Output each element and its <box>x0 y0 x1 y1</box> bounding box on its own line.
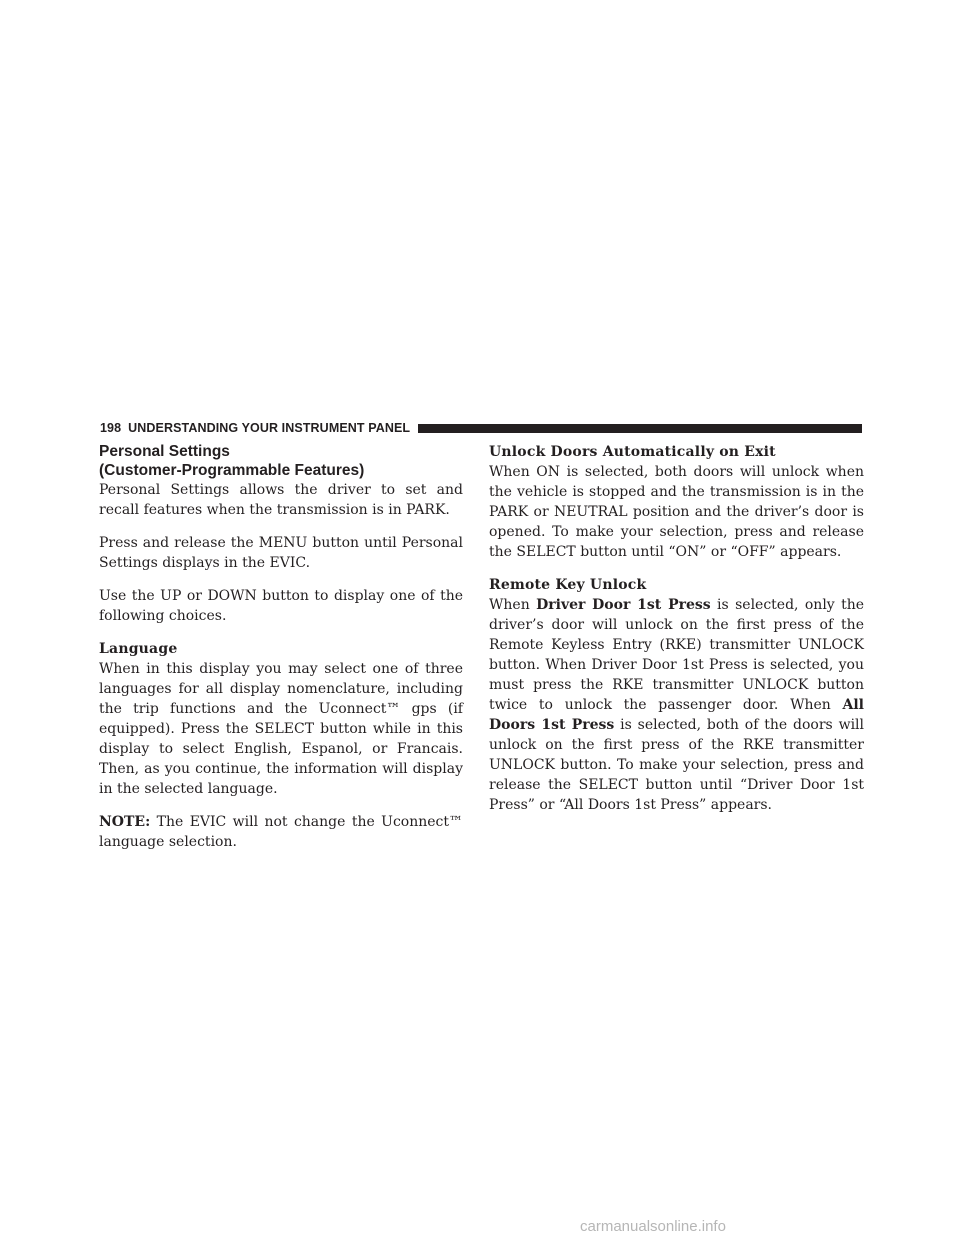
section-heading-line1: Personal Settings <box>99 443 230 460</box>
watermark: carmanualsonline.info <box>580 1218 726 1235</box>
rke-heading: Remote Key Unlock <box>489 577 647 593</box>
rke-driver-door-term: Driver Door 1st Press <box>536 597 711 613</box>
header-rule <box>418 424 862 433</box>
section-heading <box>99 442 463 480</box>
rke-when: When <box>489 597 530 613</box>
unlock-heading: Unlock Doors Automatically on Exit <box>489 444 776 460</box>
right-column <box>489 442 864 828</box>
language-heading: Language <box>99 641 178 657</box>
section-heading-line2: (Customer-Programmable Features) <box>99 462 365 479</box>
menu-paragraph: Press and release the MENU button until Personal Settings displays in the EVIC. <box>99 535 463 571</box>
rke-all-doors-term: All Doors 1st Press <box>489 697 864 733</box>
page-number: 198 <box>100 421 122 435</box>
unlock-paragraph: When ON is selected, both doors will unlock when the vehicle is stopped and the transmission is in the PARK or NEUTRAL position and the driver’s door is opened. To make your selection, press and release the SELECT button until “ON” or “OFF” appears. <box>489 464 864 560</box>
language-paragraph: When in this display you may select one of three languages for all display nomenclature, including the trip functions and the Uconnect™ gps (if equipped). Press the SELECT button while in this display to select English, Espanol, or Francais. Then, as you continue, the information will display in the selected language. <box>99 661 463 797</box>
left-column <box>99 442 463 865</box>
intro-paragraph: Personal Settings allows the driver to set and recall features when the transmission is in PARK. <box>99 482 463 518</box>
note-paragraph <box>99 812 463 852</box>
choices-paragraph: Use the UP or DOWN button to display one of the following choices. <box>99 588 463 624</box>
page-header <box>100 418 862 438</box>
rke-text-1: is selected, only the driver’s door will unlock on the first press of the Remote Keyless Entry (RKE) transmitter UNLOCK button. When Driver Door 1st Press is selected, you must press the RKE transmitter UNLOCK button twice to unlock the passenger door. When <box>489 597 865 713</box>
note-text: The EVIC will not change the Uconnect™ language selection. <box>99 814 463 850</box>
rke-paragraph <box>489 595 864 815</box>
section-title: UNDERSTANDING YOUR INSTRUMENT PANEL <box>128 421 411 435</box>
note-label: NOTE: <box>99 814 151 830</box>
rke-text-2: is selected, both of the doors will unlock on the first press of the RKE transmitter UNLOCK button. To make your selection, press and release the SELECT button until “Driver Door 1st Press” or “All Doors 1st Press” appears. <box>489 717 864 813</box>
